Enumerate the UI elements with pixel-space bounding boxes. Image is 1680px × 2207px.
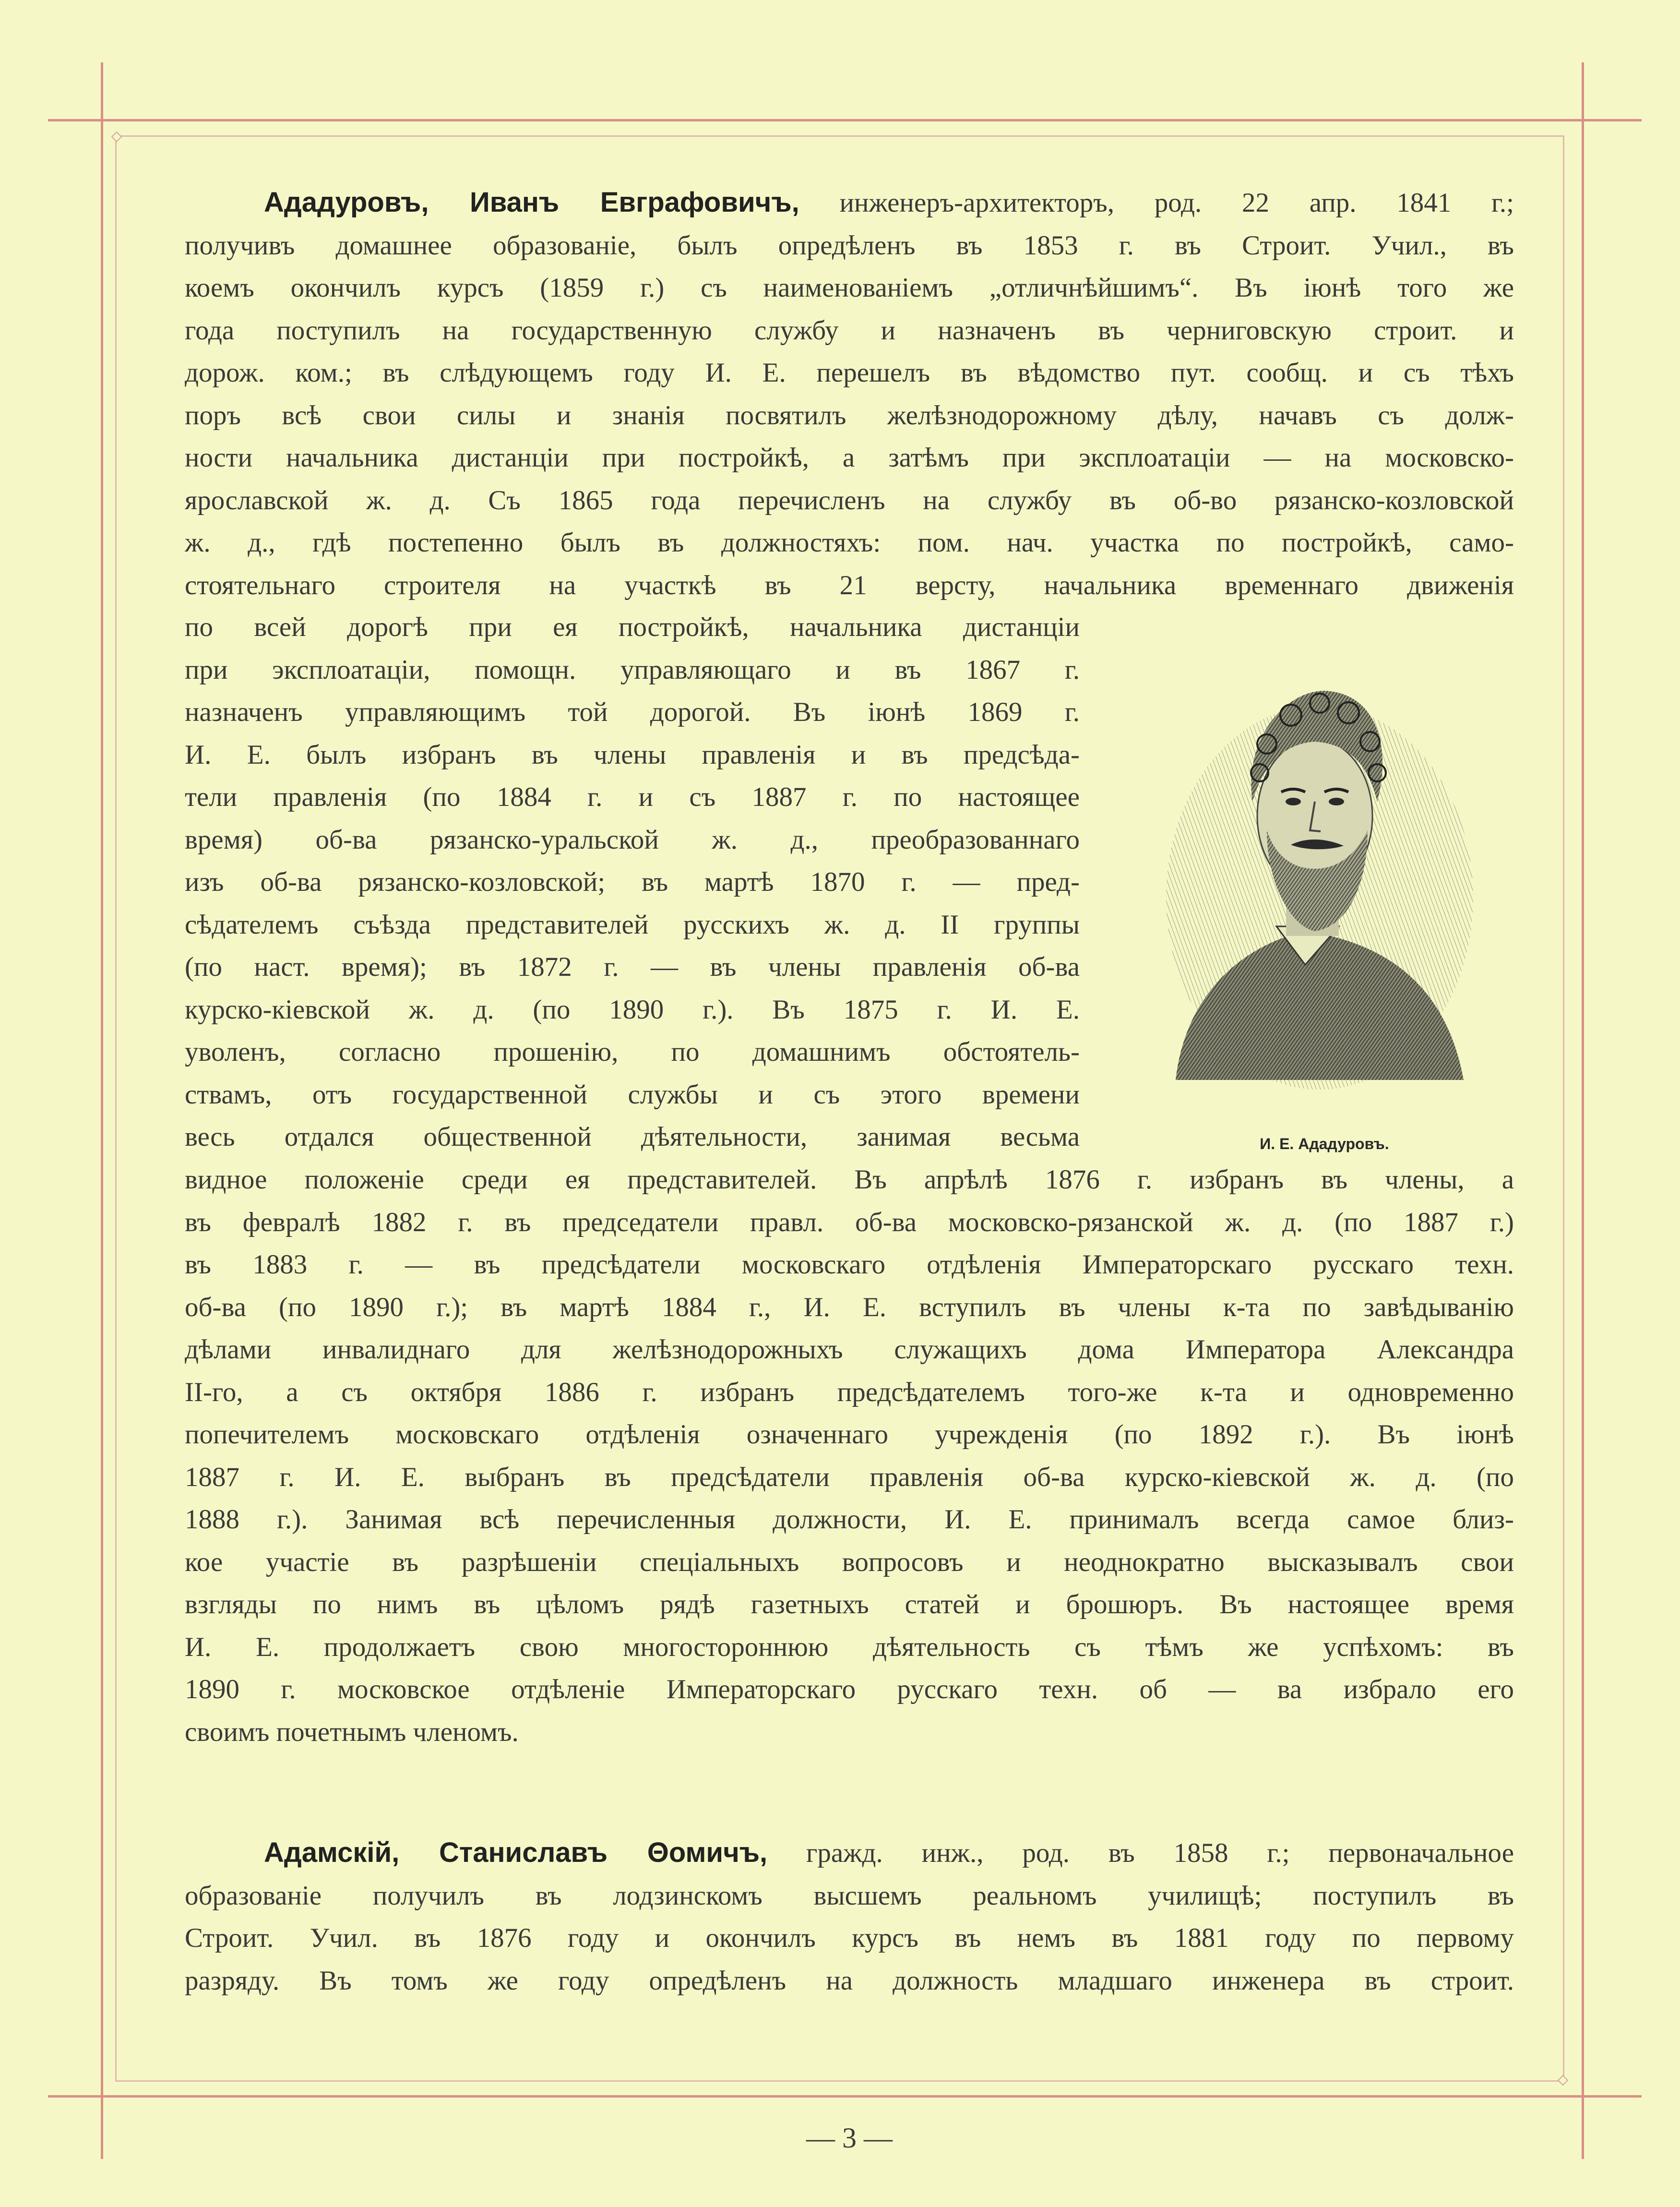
text-line: въ февралѣ 1882 г. въ председатели правл. об-ва московско-рязанской ж. д. (по 1887 г.) xyxy=(185,1207,1514,1237)
text-line: 1888 г.). Занимая всѣ перечисленныя должности, И. Е. принималъ всегда самое близ- xyxy=(185,1504,1514,1535)
page-frame-left-rule xyxy=(101,62,103,2159)
portrait-engraving-image xyxy=(1147,658,1478,1104)
text-line: видное положеніе среди ея представителей. Въ апрѣлѣ 1876 г. избранъ въ члены, а xyxy=(185,1164,1514,1195)
entry-adadurov-part-a xyxy=(185,181,1514,607)
text-line: взгляды по нимъ въ цѣломъ рядѣ газетныхъ статей и брошюръ. Въ настоящее время xyxy=(185,1589,1514,1619)
entry-adadurov-part-c xyxy=(185,1159,1514,1753)
page-frame-right-rule xyxy=(1582,62,1584,2159)
text-line: коемъ окончилъ курсъ (1859 г.) съ наименованіемъ „отличнѣйшимъ“. Въ іюнѣ того же xyxy=(185,273,1514,303)
text-line: курско-кіевской ж. д. (по 1890 г.). Въ 1875 г. И. Е. xyxy=(185,994,1080,1025)
text-line: года поступилъ на государственную службу и назначенъ въ черниговскую строит. и xyxy=(185,315,1514,346)
text-line: изъ об-ва рязанско-козловской; въ мартѣ 1870 г. — пред- xyxy=(185,867,1080,897)
text-segment: гражд. инж., род. въ 1858 г.; первоначальное xyxy=(806,1838,1514,1868)
entry-name-adadurov: Ададуровъ, Иванъ Евграфовичъ, xyxy=(264,187,799,218)
entry-name-adamsky: Адамскій, Станиславъ Θомичъ, xyxy=(264,1837,768,1868)
text-line: 1890 г. московское отдѣленіе Императорскаго русскаго техн. об — ва избрало его xyxy=(185,1674,1514,1704)
text-line: Строит. Учил. въ 1876 году и окончилъ курсъ въ немъ въ 1881 году по первому xyxy=(185,1923,1514,1953)
text-line: тели правленія (по 1884 г. и съ 1887 г. по настоящее xyxy=(185,782,1080,812)
text-line: 1887 г. И. Е. выбранъ въ предсѣдатели правленія об-ва курско-кіевской ж. д. (по xyxy=(185,1462,1514,1492)
text-segment: инженеръ-архитекторъ, род. 22 апр. 1841 г.; xyxy=(839,188,1514,218)
text-line xyxy=(185,181,1514,225)
text-line: стоятельнаго строителя на участкѣ въ 21 версту, начальника временнаго движенія xyxy=(185,570,1514,600)
portrait-caption: И. Е. Ададуровъ. xyxy=(1260,1135,1389,1152)
text-line: ствамъ, отъ государственной службы и съ этого времени xyxy=(185,1079,1080,1110)
text-line: ярославской ж. д. Съ 1865 года перечисленъ на службу въ об-во рязанско-козловской xyxy=(185,485,1514,516)
text-line: поръ всѣ свои силы и знанія посвятилъ желѣзнодорожному дѣлу, начавъ съ долж- xyxy=(185,400,1514,431)
text-line: время) об-ва рязанско-уральской ж. д., преобразованнаго xyxy=(185,824,1080,855)
text-line: (по наст. время); въ 1872 г. — въ члены правленія об-ва xyxy=(185,952,1080,982)
text-line: И. Е. продолжаетъ свою многостороннюю дѣятельность съ тѣмъ же успѣхомъ: въ xyxy=(185,1631,1514,1662)
text-line: попечителемъ московскаго отдѣленія означеннаго учрежденія (по 1892 г.). Въ іюнѣ xyxy=(185,1419,1514,1450)
text-line: весь отдался общественной дѣятельности, занимая весьма xyxy=(185,1122,1080,1152)
text-line: И. Е. былъ избранъ въ члены правленія и въ предсѣда- xyxy=(185,739,1080,770)
entry-adamsky xyxy=(185,1832,1514,2002)
text-line: ж. д., гдѣ постепенно былъ въ должностяхъ: пом. нач. участка по постройкѣ, само- xyxy=(185,528,1514,558)
text-line: въ 1883 г. — въ предсѣдатели московскаго отдѣленія Императорскаго русскаго техн. xyxy=(185,1249,1514,1280)
text-line: об-ва (по 1890 г.); въ мартѣ 1884 г., И. Е. вступилъ въ члены к-та по завѣдыванію xyxy=(185,1292,1514,1322)
text-line: дорож. ком.; въ слѣдующемъ году И. Е. перешелъ въ вѣдомство пут. сообщ. и съ тѣхъ xyxy=(185,358,1514,388)
text-line: при эксплоатаціи, помощн. управляющаго и въ 1867 г. xyxy=(185,654,1080,685)
page-frame-top-rule xyxy=(48,119,1642,121)
text-line: получивъ домашнее образованіе, былъ опредѣленъ въ 1853 г. въ Строит. Учил., въ xyxy=(185,230,1514,261)
text-line: назначенъ управляющимъ той дорогой. Въ іюнѣ 1869 г. xyxy=(185,697,1080,727)
text-line: своимъ почетнымъ членомъ. xyxy=(185,1716,519,1747)
text-line: II-го, а съ октября 1886 г. избранъ предсѣдателемъ того-же к-та и одновременно xyxy=(185,1377,1514,1407)
entry-adadurov-part-b xyxy=(185,606,1080,1159)
text-line: сѣдателемъ съѣзда представителей русскихъ ж. д. II группы xyxy=(185,909,1080,940)
text-line: кое участіе въ разрѣшеніи спеціальныхъ вопросовъ и неоднократно высказывалъ свои xyxy=(185,1547,1514,1577)
text-line: по всей дорогѣ при ея постройкѣ, начальника дистанціи xyxy=(185,612,1080,642)
text-line: дѣлами инвалиднаго для желѣзнодорожныхъ служащихъ дома Императора Александра xyxy=(185,1334,1514,1365)
page-frame-bottom-rule xyxy=(48,2095,1642,2098)
text-line: уволенъ, согласно прошенію, по домашнимъ обстоятель- xyxy=(185,1037,1080,1067)
text-line xyxy=(185,1832,1514,1875)
text-line: образованіе получилъ въ лодзинскомъ высшемъ реальномъ училищѣ; поступилъ въ xyxy=(185,1880,1514,1911)
page-number: — 3 — xyxy=(806,2122,893,2154)
text-line: ности начальника дистанціи при постройкѣ, а затѣмъ при эксплоатаціи — на московско- xyxy=(185,443,1514,473)
text-line: разряду. Въ томъ же году опредѣленъ на должность младшаго инженера въ строит. xyxy=(185,1965,1514,1996)
